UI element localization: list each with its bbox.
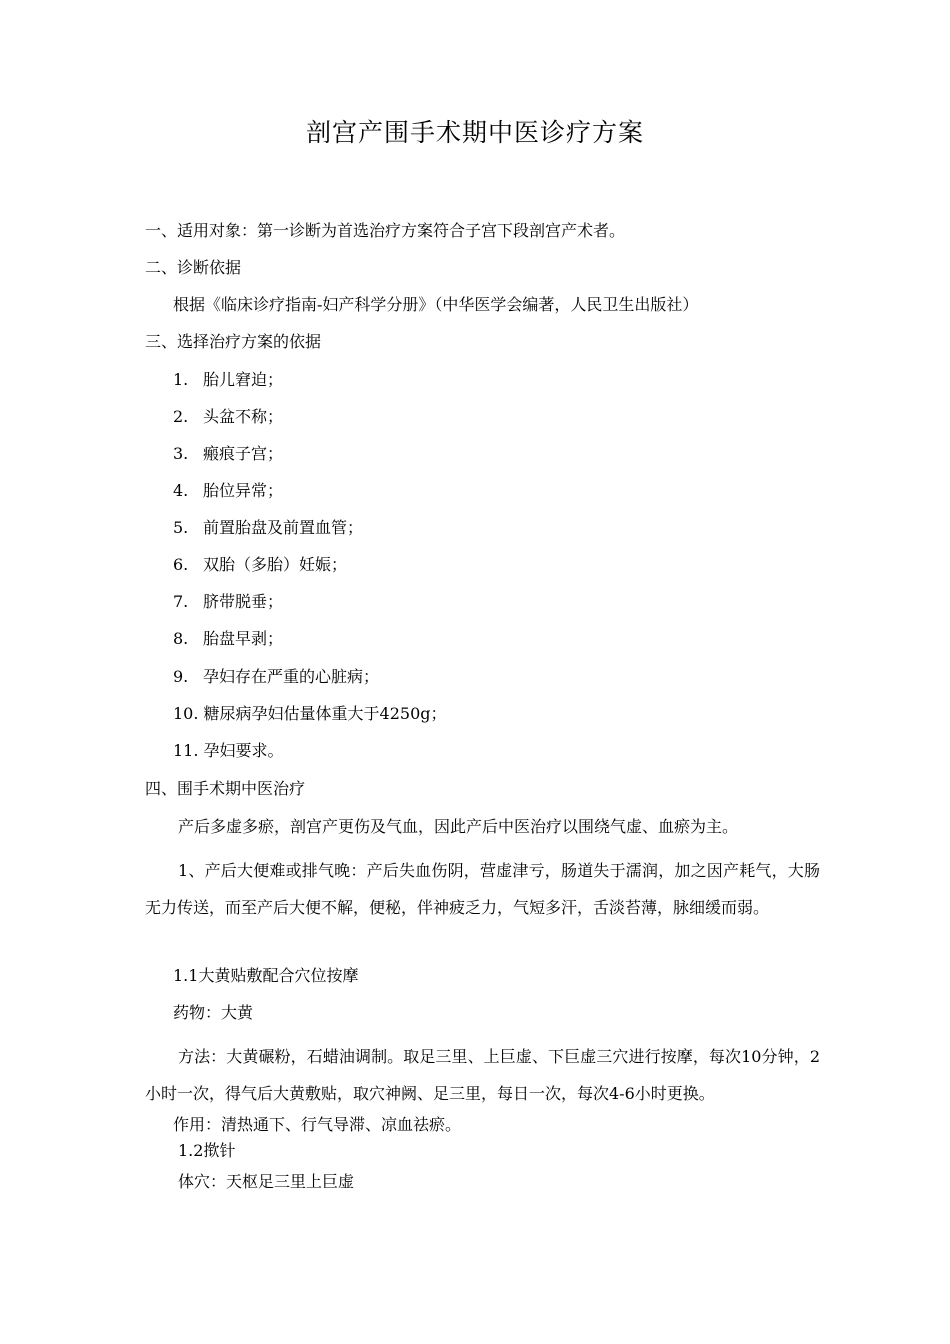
list-item xyxy=(173,553,347,577)
list-item xyxy=(173,368,283,392)
list-item-number: 3. xyxy=(173,444,189,463)
list-item-text: 胎盘早剥； xyxy=(203,629,284,648)
list-item-text: 胎儿窘迫； xyxy=(203,370,284,389)
list-item-number: 1. xyxy=(173,370,189,389)
list-item xyxy=(173,590,283,614)
section-3-heading: 三、选择治疗方案的依据 xyxy=(145,332,322,351)
list-item xyxy=(173,405,283,429)
section-4-heading: 四、围手术期中医治疗 xyxy=(145,779,306,798)
list-item-number: 10. xyxy=(173,704,199,723)
list-item xyxy=(173,627,283,651)
section-1-text: 一、适用对象：第一诊断为首选治疗方案符合子宫下段剖宫产术者。 xyxy=(145,221,626,240)
acupoints-line: 体穴：天枢足三里上巨虚 xyxy=(178,1172,355,1191)
effect-line: 作用：清热通下、行气导滞、凉血祛瘀。 xyxy=(173,1115,462,1134)
list-item-number: 11. xyxy=(173,741,199,760)
list-item-number: 6. xyxy=(173,555,189,574)
drug-line: 药物：大黄 xyxy=(173,1003,254,1022)
list-item xyxy=(173,702,447,726)
list-item-number: 8. xyxy=(173,629,189,648)
section-4-intro: 产后多虚多瘀，剖宫产更伤及气血，因此产后中医治疗以围绕气虚、血瘀为主。 xyxy=(178,817,739,836)
subsection-1-1-heading: 1.1大黄贴敷配合穴位按摩 xyxy=(173,966,359,985)
list-item xyxy=(173,442,283,466)
list-item-number: 2. xyxy=(173,407,189,426)
method-paragraph: 方法：大黄碾粉，石蜡油调制。取足三里、上巨虚、下巨虚三穴进行按摩，每次10分钟，2小时一次，得气后大黄敷贴，取穴神阙、足三里，每日一次，每次4-6小时更换。 xyxy=(145,1047,820,1103)
list-item-number: 4. xyxy=(173,481,189,500)
list-item-text: 脐带脱垂； xyxy=(203,592,284,611)
subsection-1-2-heading: 1.2揿针 xyxy=(178,1141,236,1160)
list-item-text: 头盆不称； xyxy=(203,407,284,426)
list-item-text: 糖尿病孕妇估量体重大于4250g； xyxy=(203,704,447,723)
section-4-paragraph-1: 1、产后大便难或排气晚：产后失血伤阴，营虚津亏，肠道失于濡润，加之因产耗气，大肠无力传送，而至产后大便不解，便秘，伴神疲乏力，气短多汗，舌淡苔薄，脉细缓而弱。 xyxy=(145,861,820,917)
list-item-text: 孕妇存在严重的心脏病； xyxy=(203,667,380,686)
list-item-text: 前置胎盘及前置血管； xyxy=(203,518,364,537)
list-item-text: 双胎（多胎）妊娠； xyxy=(203,555,348,574)
list-item xyxy=(173,665,379,689)
list-item-number: 9. xyxy=(173,667,189,686)
list-item-text: 瘢痕子宫； xyxy=(203,444,284,463)
section-2-heading: 二、诊断依据 xyxy=(145,258,242,277)
list-item xyxy=(173,479,283,503)
list-item-number: 5. xyxy=(173,518,189,537)
page-title: 剖宫产围手术期中医诊疗方案 xyxy=(305,118,644,147)
list-item-number: 7. xyxy=(173,592,189,611)
list-item xyxy=(173,739,284,763)
section-2-body: 根据《临床诊疗指南-妇产科学分册》（中华医学会编著，人民卫生出版社） xyxy=(173,295,699,314)
list-item-text: 胎位异常； xyxy=(203,481,284,500)
list-item-text: 孕妇要求。 xyxy=(203,741,284,760)
list-item xyxy=(173,516,363,540)
